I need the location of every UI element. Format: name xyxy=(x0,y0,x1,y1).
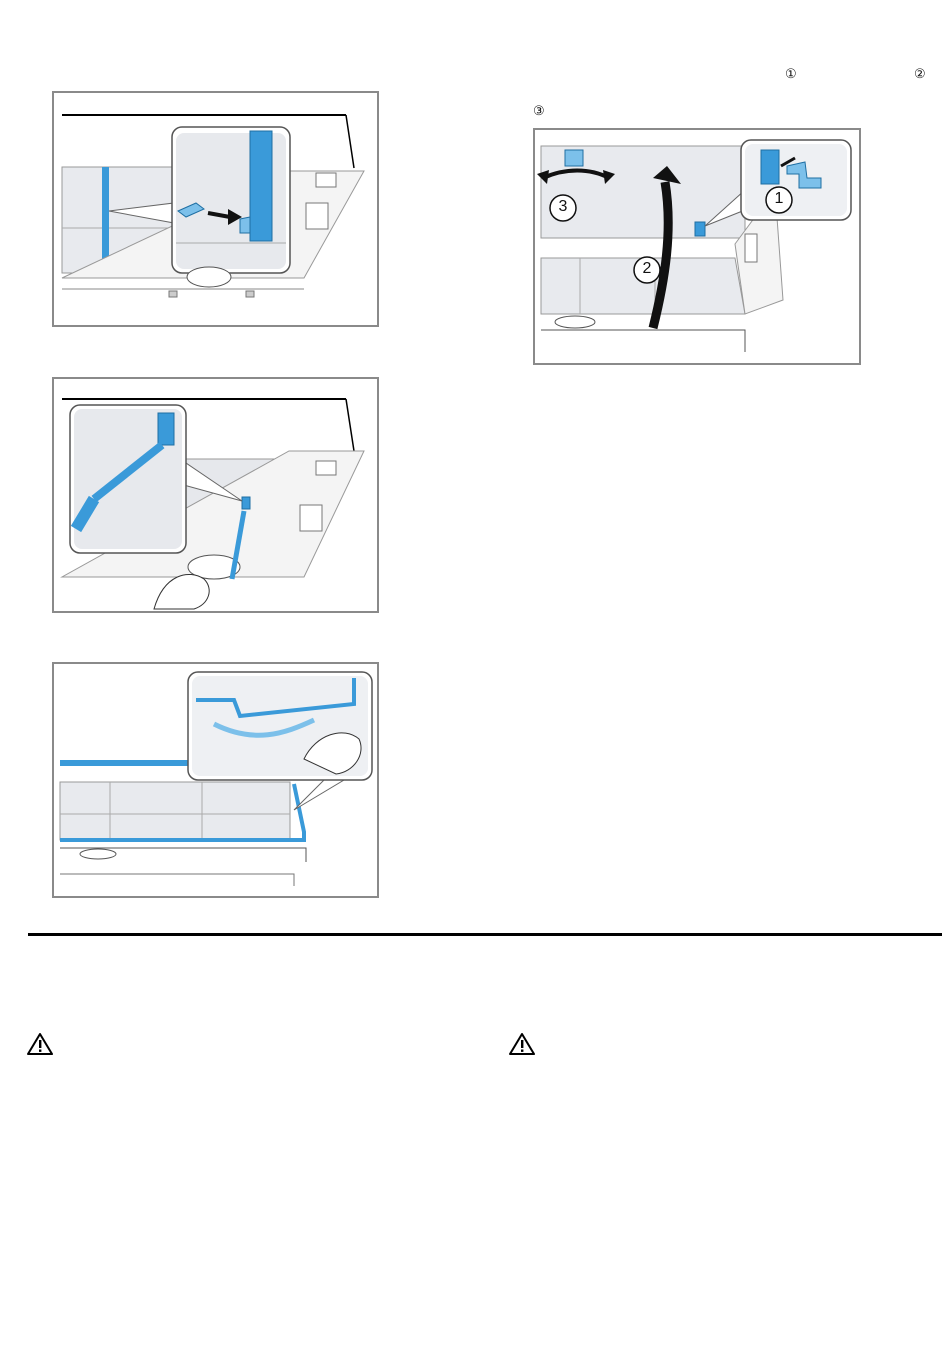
figure-refit-seal xyxy=(52,662,379,898)
step-marker-2: ② xyxy=(914,66,926,81)
step-marker-1: ① xyxy=(785,66,797,81)
warning-triangle-icon xyxy=(509,1032,535,1056)
figure-remove-clip xyxy=(52,91,379,327)
illustration-refit-seal xyxy=(54,664,377,896)
illustration-loosen-screw xyxy=(54,379,377,611)
callout-label-2: 2 xyxy=(642,260,652,277)
callout-label-1: 1 xyxy=(774,190,784,207)
warning-triangle-icon xyxy=(27,1032,53,1056)
callout-label-3: 3 xyxy=(558,198,568,215)
section-divider xyxy=(28,933,942,936)
step-marker-3: ③ xyxy=(533,103,545,118)
illustration-remove-filter xyxy=(535,130,859,363)
illustration-remove-clip xyxy=(54,93,377,325)
figure-loosen-screw xyxy=(52,377,379,613)
figure-remove-filter xyxy=(533,128,861,365)
